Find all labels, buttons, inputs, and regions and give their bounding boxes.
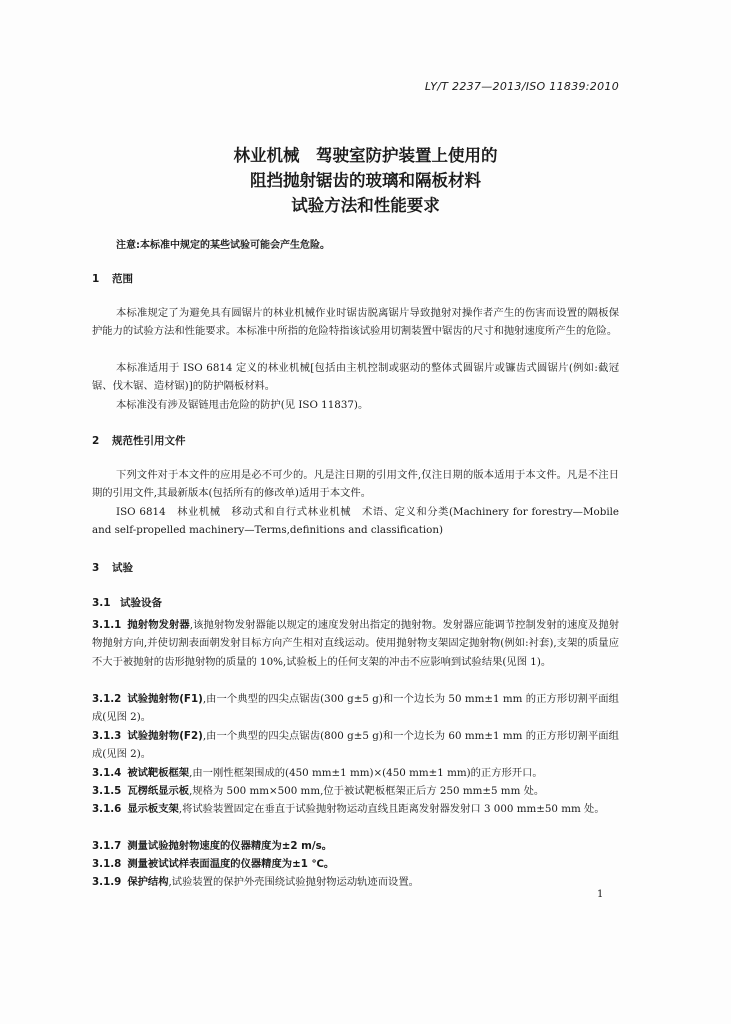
section-title: 范围 [112,273,133,285]
clause-term: 显示板支架 [127,803,179,815]
clause-3-1-1 [92,616,619,671]
clause-text: ,试验装置的保护外壳围绕试验抛射物运动轨迹而设置。 [168,876,419,888]
clause-number: 3.1.2 [92,693,122,705]
clause-term: 测量被试试样表面温度的仪器精度为±1 ℃。 [127,858,335,870]
clause-text: ,由一个典型的四尖点锯齿(800 g±5 g)和一个边长为 60 mm±1 mm 的正方形切割平面组成(见图 2)。 [92,730,619,761]
section-number: 2 [92,435,100,447]
references-paragraph-2: ISO 6814 林业机械 移动式和自行式林业机械 术语、定义和分类(Machinery for forestry—Mobile and self-propelled machinery—Terms,definitions and classification) [92,506,619,537]
clause-3-1-2 [92,690,619,727]
clause-number: 3.1.9 [92,876,122,888]
clause-text: ,该抛射物发射器能以规定的速度发射出指定的抛射物。发射器应能调节控制发射的速度及抛射物抛射方向,并使切割表面朝发射目标方向产生相对直线运动。使用抛射物支架固定抛射物(例如:衬套),支架的质量应不大于被抛射的齿形抛射物的质量的 10%,试验板上的任何支架的冲击不应影响到试验结果(见图 1)。 [92,619,619,668]
standard-code: LY/T 2237—2013/ISO 11839:2010 [424,80,619,93]
clause-number: 3.1.5 [92,785,122,797]
warning-note: 注意:本标准中规定的某些试验可能会产生危险。 [116,240,330,251]
clause-term: 试验抛射物(F1) [127,693,203,705]
clause-text: ,由一刚性框架围成的(450 mm±1 mm)×(450 mm±1 mm)的正方形开口。 [189,767,543,779]
clause-3-1-9 [92,873,619,891]
clause-3-1-7 [92,837,619,855]
clause-number: 3.1.3 [92,730,122,742]
clause-number: 3.1.6 [92,803,122,815]
clause-text: ,将试验装置固定在垂直于试验抛射物运动直线且距离发射器发射口 3 000 mm±50 mm 处。 [178,803,605,815]
section-title: 规范性引用文件 [112,435,186,447]
section-title: 试验 [112,562,133,574]
scope-paragraph-2: 本标准适用于 ISO 6814 定义的林业机械[包括由主机控制或驱动的整体式圆锯片或镰齿式圆锯片(例如:截冠锯、伐木锯、造材锯)]的防护隔板材料。 [92,362,619,393]
subsection-title: 试验设备 [120,597,162,609]
subsection-3-1-heading [92,595,162,610]
clause-number: 3.1.7 [92,840,122,852]
clause-term: 瓦楞纸显示板 [127,785,190,797]
title-line-2: 阻挡抛射锯齿的玻璃和隔板材料 [250,171,481,190]
clause-text: ,规格为 500 mm×500 mm,位于被试靶板框架正后方 250 mm±5 mm 处。 [189,785,545,797]
section-number: 1 [92,273,100,285]
document-title [0,143,731,218]
section-2-heading [92,433,186,448]
clause-3-1-3 [92,727,619,764]
scope-paragraph-3: 本标准没有涉及锯链甩击危险的防护(见 ISO 11837)。 [116,399,369,411]
clause-term: 被试靶板框架 [127,767,190,779]
clause-number: 3.1.8 [92,858,122,870]
section-3-heading [92,560,133,575]
clause-term: 保护结构 [127,876,169,888]
section-1-heading [92,271,133,286]
clause-3-1-5 [92,782,619,800]
title-line-3: 试验方法和性能要求 [291,196,440,215]
clause-text: ,由一个典型的四尖点锯齿(300 g±5 g)和一个边长为 50 mm±1 mm 的正方形切割平面组成(见图 2)。 [92,693,619,724]
scope-paragraph-1: 本标准规定了为避免具有圆锯片的林业机械作业时锯齿脱离锯片导致抛射对操作者产生的伤害而设置的隔板保护能力的试验方法和性能要求。本标准中所指的危险特指该试验用切割装置中锯齿的尺寸和抛射速度所产生的危险。 [92,307,619,338]
clause-number: 3.1.1 [92,619,122,631]
page-number: 1 [597,889,604,900]
section-number: 3 [92,562,100,574]
references-paragraph-1: 下列文件对于本文件的应用是必不可少的。凡是注日期的引用文件,仅注日期的版本适用于本文件。凡是不注日期的引用文件,其最新版本(包括所有的修改单)适用于本文件。 [92,469,619,500]
clause-3-1-6 [92,800,619,818]
title-line-1: 林业机械 驾驶室防护装置上使用的 [233,146,498,165]
subsection-number: 3.1 [92,597,111,609]
clause-number: 3.1.4 [92,767,122,779]
clause-3-1-8 [92,855,619,873]
clause-term: 抛射物发射器 [127,619,190,631]
clause-term: 试验抛射物(F2) [127,730,203,742]
clause-3-1-4 [92,764,619,782]
clause-term: 测量试验抛射物速度的仪器精度为±2 m/s。 [127,840,333,852]
